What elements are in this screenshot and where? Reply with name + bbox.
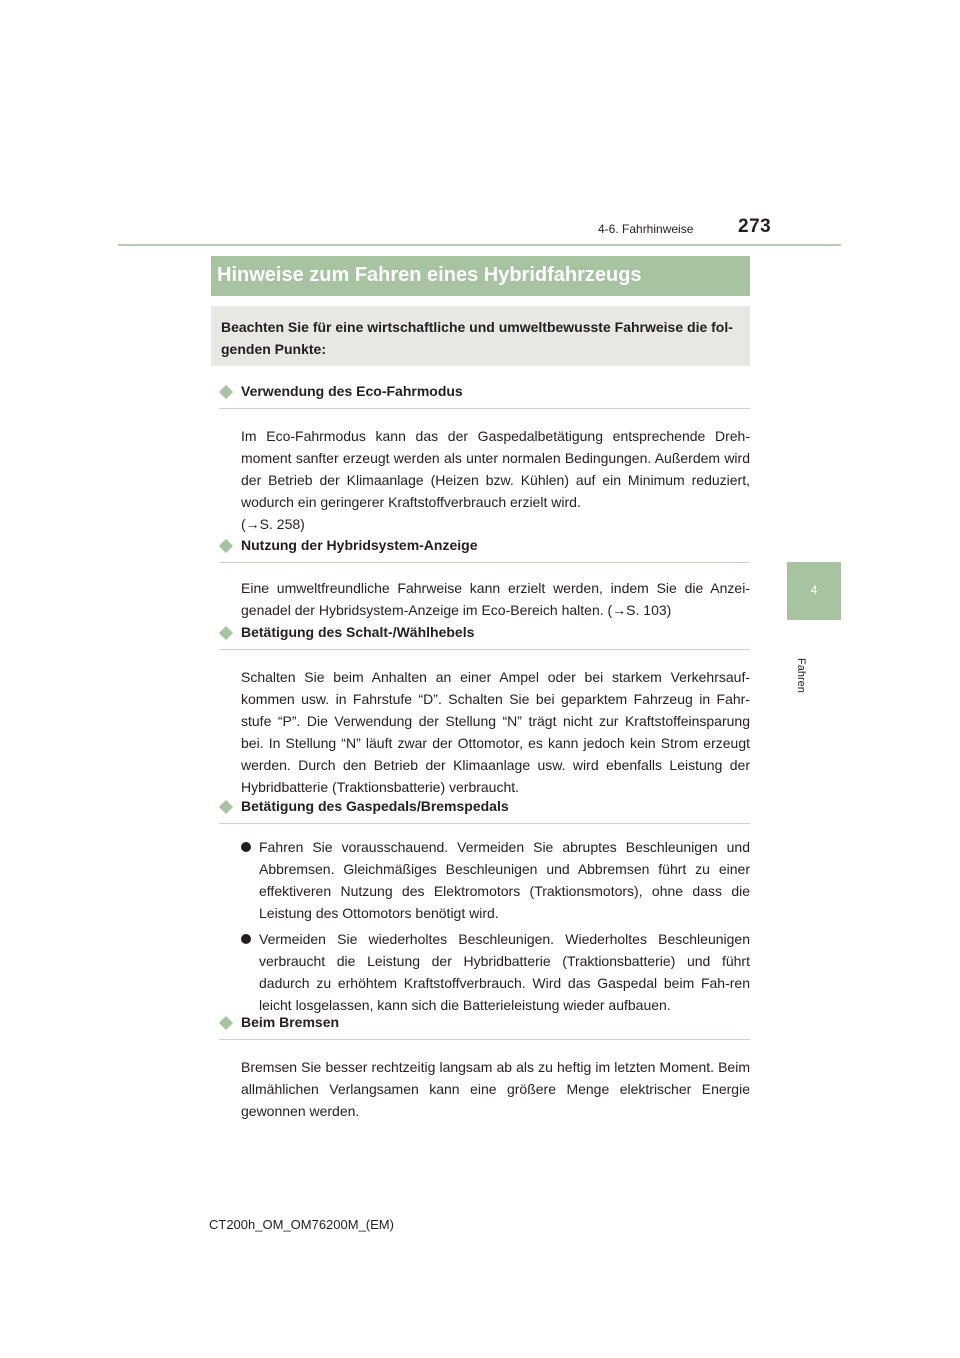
section-heading-text: Verwendung des Eco-Fahrmodus xyxy=(241,383,463,399)
chapter-label: 4-6. Fahrhinweise xyxy=(598,222,694,236)
diamond-bullet-icon xyxy=(219,539,233,553)
section-heading xyxy=(219,383,750,409)
list-item-text: Fahren Sie vorausschauend. Vermeiden Sie abruptes Beschleunigen und Abbremsen. Gleichmäßiges Beschleunigen und Abbremsen führt zu einer effektiveren Nutzung des Elektromotors (Traktionsmotors), ohne dass die Leistung des Ottomotors benötigt wird. xyxy=(259,839,750,921)
list-item xyxy=(241,836,750,924)
section-heading-text: Betätigung des Schalt-/Wählhebels xyxy=(241,624,475,640)
bullet-list xyxy=(241,836,750,1016)
section-body-text: Im Eco-Fahrmodus kann das der Gaspedalbetätigung entsprechende Dreh-moment sanfter erzeugt werden als unter normalen Bedingungen. Außerdem wird der Betrieb der Klimaanlage (Heizen bzw. Kühlen) auf ein Minimum reduziert, wodurch ein geringerer Kraftstoffverbrauch erzielt wird. xyxy=(241,428,750,510)
bullet-dot-icon xyxy=(241,842,251,852)
diamond-bullet-icon xyxy=(219,626,233,640)
diamond-bullet-icon xyxy=(219,385,233,399)
diamond-bullet-icon xyxy=(219,800,233,814)
section-hybrid-indicator xyxy=(219,537,750,621)
header-divider xyxy=(118,244,841,246)
section-body xyxy=(241,425,750,535)
document-code: CT200h_OM_OM76200M_(EM) xyxy=(209,1217,394,1232)
chapter-side-label xyxy=(787,610,841,693)
chapter-tab-number: 4 xyxy=(810,583,818,597)
section-body: Schalten Sie beim Anhalten an einer Ampel oder bei starkem Verkehrsauf-kommen usw. in Fahrstufe “D”. Schalten Sie bei geparktem Fahrzeug in Fahr-stufe “P”. Die Verwendung der Stellung “N” trägt nicht zur Kraftstoffeinsparung bei. In Stellung “N” läuft zwar der Ottomotor, es kann jedoch kein Strom erzeugt werden. Durch den Betrieb der Klimaanlage usw. wird ebenfalls Leistung der Hybridbatterie (Traktionsbatterie) verbraucht. xyxy=(241,669,750,795)
section-body: Eine umweltfreundliche Fahrweise kann erzielt werden, indem Sie die Anzei-genadel der Hybridsystem-Anzeige im Eco-Bereich halten. (→S. 103) xyxy=(241,580,750,618)
section-body: Bremsen Sie besser rechtzeitig langsam ab als zu heftig im letzten Moment. Beim allmählichen Verlangsamen kann eine größere Menge elektrischer Energie gewonnen werden. xyxy=(241,1059,750,1119)
section-title-bar xyxy=(211,256,750,296)
section-eco-mode xyxy=(219,383,750,535)
list-item xyxy=(241,928,750,1016)
intro-box xyxy=(211,306,750,366)
section-heading xyxy=(219,1014,750,1040)
section-heading-text: Nutzung der Hybridsystem-Anzeige xyxy=(241,537,478,553)
bullet-dot-icon xyxy=(241,934,251,944)
section-shift-lever xyxy=(219,624,750,798)
section-heading-text: Beim Bremsen xyxy=(241,1014,340,1030)
chapter-side-label-text: Fahren xyxy=(795,658,807,693)
page-reference-link[interactable]: (→S. 258) xyxy=(241,516,305,532)
section-heading-text: Betätigung des Gaspedals/Bremspedals xyxy=(241,798,509,814)
section-heading xyxy=(219,624,750,650)
page-number: 273 xyxy=(738,216,772,237)
page-title: Hinweise zum Fahren eines Hybridfahrzeugs xyxy=(217,264,642,286)
section-heading xyxy=(219,537,750,563)
section-heading xyxy=(219,798,750,824)
section-braking xyxy=(219,1014,750,1122)
list-item-text: Vermeiden Sie wiederholtes Beschleunigen. Wiederholtes Beschleunigen verbraucht die Leistung der Hybridbatterie (Traktionsbatterie) und führt dadurch zu erhöhtem Kraftstoffverbrauch. Wird das Gaspedal beim Fah-ren leicht losgelassen, kann sich die Batterieleistung wieder aufbauen. xyxy=(259,931,750,1013)
diamond-bullet-icon xyxy=(219,1016,233,1030)
intro-text: Beachten Sie für eine wirtschaftliche und umweltbewusste Fahrweise die fol-genden Punkte: xyxy=(221,319,733,357)
section-pedals xyxy=(219,798,750,1020)
